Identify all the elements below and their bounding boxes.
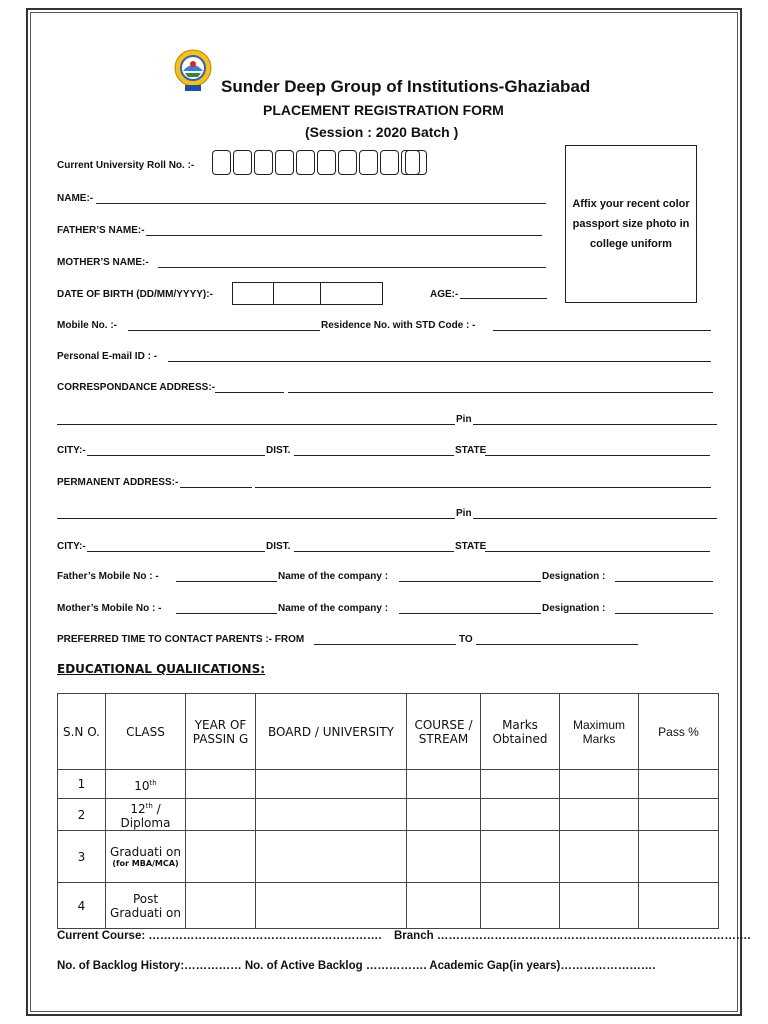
residence-field[interactable] — [493, 330, 711, 331]
education-table — [57, 693, 719, 929]
header-marks: Marks Obtained — [481, 694, 560, 770]
perm-state-label: STATE — [455, 541, 487, 552]
perm-dist-label: DIST. — [266, 541, 291, 552]
table-row — [58, 799, 719, 831]
row-class — [106, 770, 186, 799]
branch-label: Branch ………………………………………………………………………. — [394, 930, 751, 942]
mother-company-field[interactable] — [399, 613, 541, 614]
corr-address-field[interactable] — [215, 392, 284, 393]
corr-address-field[interactable] — [288, 392, 713, 393]
current-course-label: Current Course: ……………………………………………………. — [57, 930, 382, 942]
header-board: BOARD / UNIVERSITY — [256, 694, 407, 770]
row-marks-cell[interactable] — [481, 770, 560, 799]
age-field[interactable] — [460, 298, 547, 299]
table-row — [58, 883, 719, 929]
father-name-field[interactable] — [146, 235, 542, 236]
name-label: NAME:- — [57, 193, 94, 204]
corr-dist-field[interactable] — [294, 455, 454, 456]
row-pass-cell[interactable] — [639, 799, 719, 831]
perm-dist-field[interactable] — [294, 551, 454, 552]
row-board-cell[interactable] — [256, 799, 407, 831]
perm-address-field[interactable] — [180, 487, 252, 488]
row-max-marks-cell[interactable] — [560, 770, 639, 799]
photo-instruction: Affix your recent color passport size photo in college uniform — [572, 198, 690, 250]
header-max-marks: Maximum Marks — [560, 694, 639, 770]
table-header-row — [58, 694, 719, 770]
corr-address-label: CORRESPONDANCE ADDRESS:- — [57, 382, 215, 393]
corr-pin-label: Pin — [456, 414, 472, 425]
row-marks-cell[interactable] — [481, 831, 560, 883]
table-row — [58, 831, 719, 883]
backlog-history-label: No. of Backlog History:…………… No. of Active Backlog ……………. Academic Gap(in years)……………………. — [57, 960, 656, 972]
row-pass-cell[interactable] — [639, 831, 719, 883]
perm-city-field[interactable] — [87, 551, 265, 552]
perm-pin-label: Pin — [456, 508, 472, 519]
row-board-cell[interactable] — [256, 831, 407, 883]
mother-mobile-field[interactable] — [176, 613, 277, 614]
preferred-time-to-field[interactable] — [476, 644, 638, 645]
corr-state-field[interactable] — [485, 455, 710, 456]
name-field[interactable] — [96, 203, 546, 204]
roll-no-box[interactable] — [233, 150, 252, 175]
email-field[interactable] — [168, 361, 711, 362]
dob-year-box[interactable] — [320, 282, 383, 305]
roll-no-box[interactable] — [380, 150, 399, 175]
row-year-cell[interactable] — [186, 831, 256, 883]
row-max-marks-cell[interactable] — [560, 831, 639, 883]
mobile-field[interactable] — [128, 330, 320, 331]
table-row — [58, 770, 719, 799]
perm-pin-field[interactable] — [473, 518, 717, 519]
mother-designation-label: Designation : — [542, 603, 606, 614]
dob-month-box[interactable] — [273, 282, 321, 305]
mother-mobile-label: Mother’s Mobile No : - — [57, 603, 162, 614]
header-sno: S.N O. — [58, 694, 106, 770]
father-mobile-field[interactable] — [176, 581, 277, 582]
perm-state-field[interactable] — [485, 551, 710, 552]
residence-label: Residence No. with STD Code : - — [321, 320, 476, 331]
dob-label: DATE OF BIRTH (DD/MM/YYYY):- — [57, 289, 213, 300]
row-pass-cell[interactable] — [639, 883, 719, 929]
roll-no-box[interactable] — [338, 150, 357, 175]
perm-address-label: PERMANENT ADDRESS:- — [57, 477, 179, 488]
row-class: Post Graduati on — [106, 883, 186, 929]
mobile-label: Mobile No. :- — [57, 320, 117, 331]
class-main: Graduati on — [110, 845, 181, 859]
row-sno: 1 — [58, 770, 106, 799]
corr-address-line2[interactable] — [57, 424, 455, 425]
row-marks-cell[interactable] — [481, 883, 560, 929]
education-heading: EDUCATIONAL QUALIICATIONS: — [57, 662, 266, 676]
row-sno: 2 — [58, 799, 106, 831]
class-main: 12 — [130, 802, 146, 816]
corr-dist-label: DIST. — [266, 445, 291, 456]
corr-state-label: STATE — [455, 445, 487, 456]
preferred-time-from-field[interactable] — [314, 644, 456, 645]
mother-company-label: Name of the company : — [278, 603, 389, 614]
row-year-cell[interactable] — [186, 883, 256, 929]
mother-name-label: MOTHER’S NAME:- — [57, 257, 149, 268]
form-title: PLACEMENT REGISTRATION FORM — [263, 102, 504, 118]
session-label: (Session : 2020 Batch ) — [305, 124, 459, 140]
institution-logo-icon — [174, 47, 212, 93]
age-label: AGE:- — [430, 289, 459, 300]
row-class — [106, 831, 186, 883]
row-course-cell[interactable] — [407, 831, 481, 883]
mother-designation-field[interactable] — [615, 613, 713, 614]
row-board-cell[interactable] — [256, 770, 407, 799]
roll-no-box[interactable] — [296, 150, 315, 175]
class-note: (for MBA/MCA) — [112, 859, 179, 868]
header-course: COURSE / STREAM — [407, 694, 481, 770]
corr-pin-field[interactable] — [473, 424, 717, 425]
row-max-marks-cell[interactable] — [560, 799, 639, 831]
roll-no-box[interactable] — [275, 150, 294, 175]
perm-city-label: CITY:- — [57, 541, 86, 552]
row-course-cell[interactable] — [407, 770, 481, 799]
class-sup: th — [149, 778, 157, 787]
header-year: YEAR OF PASSIN G — [186, 694, 256, 770]
corr-city-label: CITY:- — [57, 445, 86, 456]
email-label: Personal E-mail ID : - — [57, 351, 158, 362]
class-main: 10 — [134, 778, 150, 793]
header-pass: Pass % — [639, 694, 719, 770]
mother-name-field[interactable] — [158, 267, 546, 268]
header-class: CLASS — [106, 694, 186, 770]
class-sup: th — [145, 802, 153, 810]
preferred-time-to-label: TO — [459, 634, 473, 645]
class-rest: / Diploma — [120, 802, 171, 830]
father-designation-label: Designation : — [542, 571, 606, 582]
perm-address-line2[interactable] — [57, 518, 455, 519]
perm-address-field[interactable] — [255, 487, 711, 488]
father-company-field[interactable] — [399, 581, 541, 582]
roll-no-box[interactable] — [405, 150, 427, 175]
row-max-marks-cell[interactable] — [560, 883, 639, 929]
row-course-cell[interactable] — [407, 799, 481, 831]
dob-day-box[interactable] — [232, 282, 274, 305]
father-designation-field[interactable] — [615, 581, 713, 582]
institution-name: Sunder Deep Group of Institutions-Ghaziabad — [221, 77, 591, 96]
row-year-cell[interactable] — [186, 770, 256, 799]
preferred-time-label: PREFERRED TIME TO CONTACT PARENTS :- FROM — [57, 634, 305, 645]
row-year-cell[interactable] — [186, 799, 256, 831]
roll-no-box[interactable] — [212, 150, 231, 175]
roll-no-box[interactable] — [317, 150, 336, 175]
roll-no-box[interactable] — [254, 150, 273, 175]
row-marks-cell[interactable] — [481, 799, 560, 831]
father-company-label: Name of the company : — [278, 571, 389, 582]
row-sno: 3 — [58, 831, 106, 883]
photo-box — [565, 145, 697, 303]
roll-no-box[interactable] — [359, 150, 378, 175]
corr-city-field[interactable] — [87, 455, 265, 456]
row-board-cell[interactable] — [256, 883, 407, 929]
father-mobile-label: Father’s Mobile No : - — [57, 571, 159, 582]
row-course-cell[interactable] — [407, 883, 481, 929]
father-name-label: FATHER’S NAME:- — [57, 225, 145, 236]
roll-no-label: Current University Roll No. :- — [57, 160, 195, 171]
row-sno: 4 — [58, 883, 106, 929]
row-pass-cell[interactable] — [639, 770, 719, 799]
row-class — [106, 799, 186, 831]
